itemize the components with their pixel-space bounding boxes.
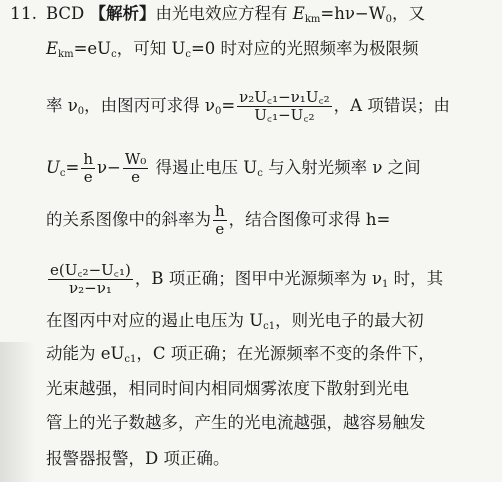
analysis-tag: 【解析】: [89, 4, 156, 23]
w0-over-e-fraction: $\frac{\text{W₀}}{e}$: [124, 150, 147, 186]
solution-line-5: 的关系图像中的斜率为 $\frac{h}{e}$ ，结合图像可求得 h=: [46, 202, 391, 238]
page-edge-shadow: [0, 342, 36, 482]
h-over-e-fraction: $\frac{h}{e}$: [83, 150, 94, 186]
slope-fraction: $\frac{h}{e}$: [215, 202, 225, 238]
solution-line-3: 率 $\nu_0$，由图丙可求得 $\nu_0=$ $\frac{\text{ν₂U꜀₁−ν₁U꜀₂}}{\text{U꜀₁−U꜀₂}}$ ，A 项错误；由: [46, 88, 450, 124]
problem-number: 11.: [10, 4, 38, 24]
solution-line-10: 管上的光子数越多，产生的光电流越强，越容易触发: [46, 413, 426, 432]
solution-line-11: 报警器报警，D 项正确。: [46, 449, 230, 468]
nu0-fraction: $\frac{\text{ν₂U꜀₁−ν₁U꜀₂}}{\text{U꜀₁−U꜀₂}}$: [239, 88, 330, 124]
solution-line-1: BCD 【解析】由光电效应方程有 $E_{km}=h\nu-W_0$，又: [46, 4, 426, 25]
solution-line-6: $\frac{\text{e(U꜀₂−U꜀₁)}}{\text{ν₂−ν₁}}$ ，B 项正确；图甲中光源频率为 $\nu_1$ 时，其: [50, 261, 444, 297]
solution-line-7: 在图丙中对应的遏止电压为 $U_{c1}$，则光电子的最大初: [46, 311, 424, 332]
answer-choices: BCD: [46, 4, 85, 23]
solution-line-9: 光束越强，相同时间内相同烟雾浓度下散射到光电: [46, 379, 409, 398]
solution-line-4: $U_c=$ $\frac{h}{e}$ ν− $\frac{\text{W₀}}{e}$ 得遏止电压 $U_c$ 与入射光频率 ν 之间: [46, 150, 421, 186]
solution-line-8: 动能为 $eU_{c1}$，C 项正确；在光源频率不变的条件下，: [46, 344, 435, 365]
h-result-fraction: $\frac{\text{e(U꜀₂−U꜀₁)}}{\text{ν₂−ν₁}}$: [50, 261, 131, 297]
solution-line-2: $E_{km}=eU_c$，可知 $U_c=0$ 时对应的光照频率为极限频: [46, 39, 419, 60]
